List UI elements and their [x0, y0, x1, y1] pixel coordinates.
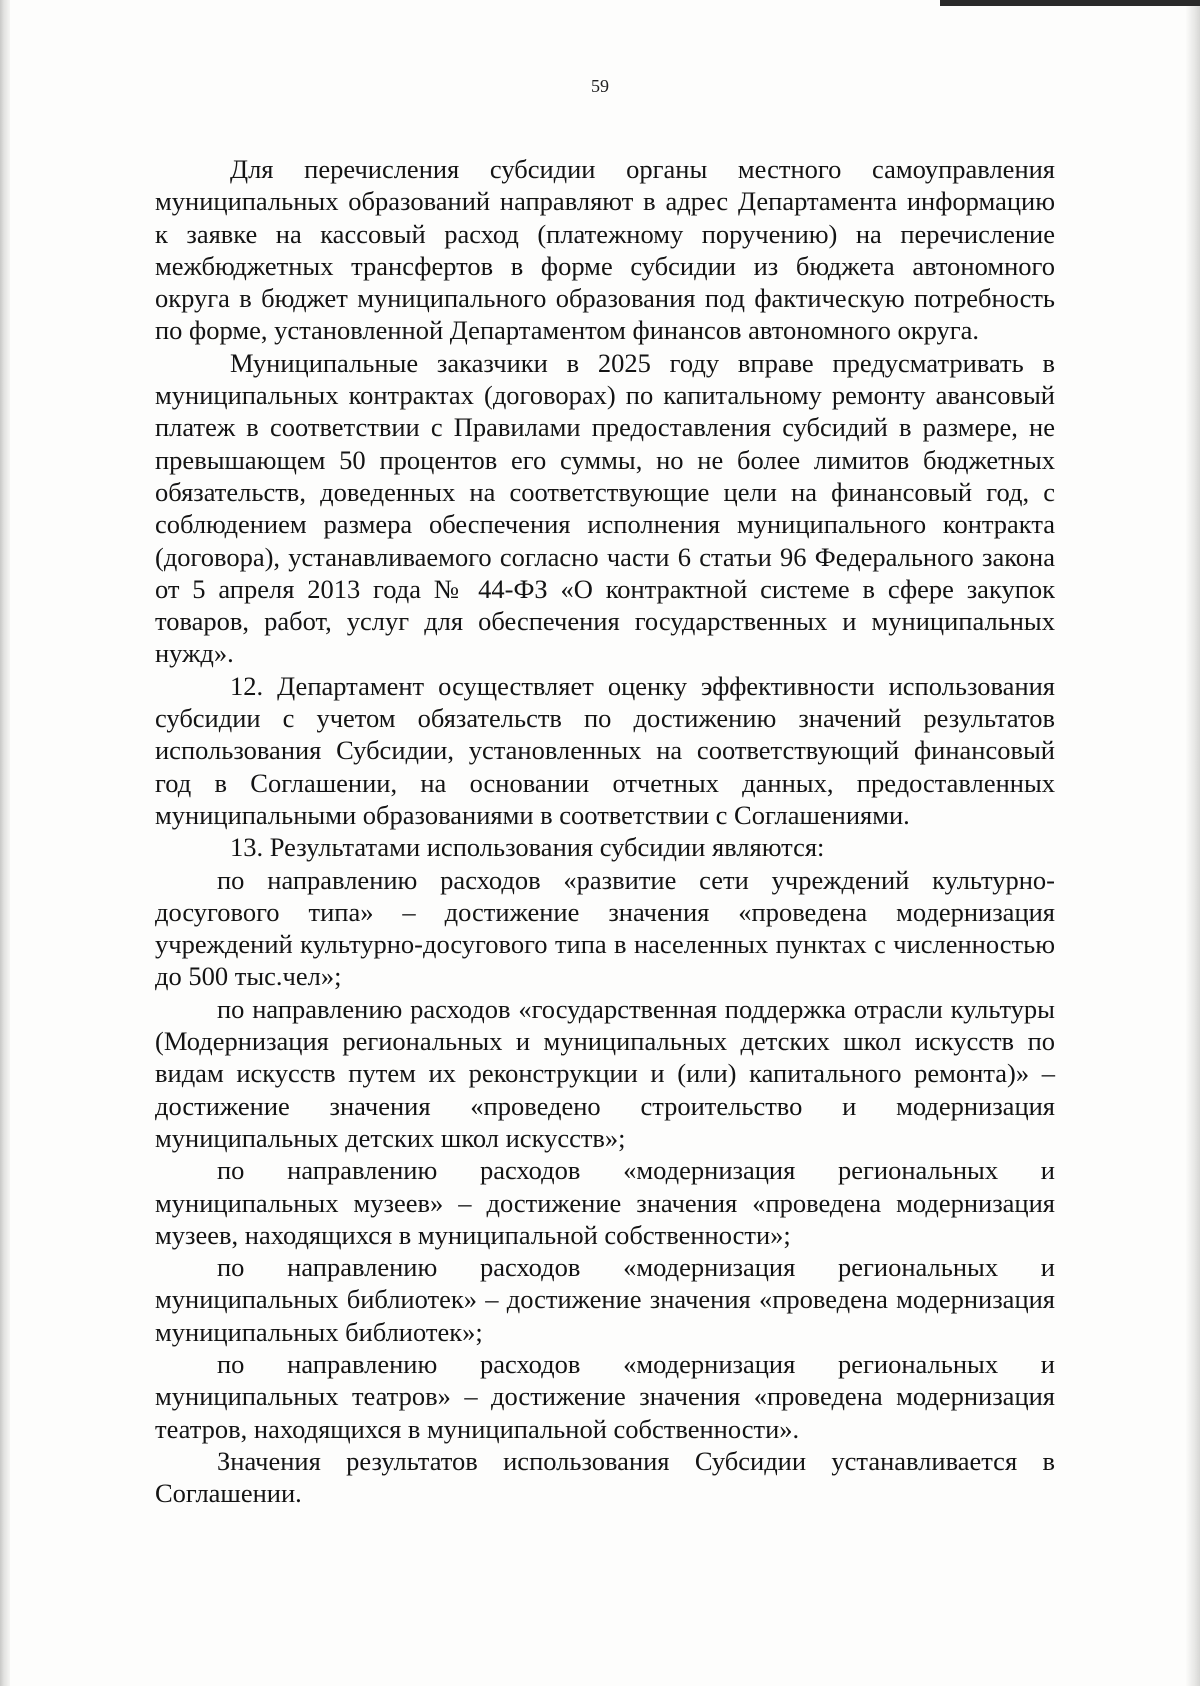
- scan-top-rule: [940, 0, 1200, 6]
- document-body: [155, 153, 1055, 1509]
- paragraph-item-13: 13. Результатами использования субсидии являются:: [230, 832, 825, 863]
- scan-right-edge: [1186, 0, 1200, 1686]
- paragraph-result-art-schools: по направлению расходов «государственная поддержка отрасли культуры (Модернизация региональных и муниципальных детских школ искусств по видам искусств путем их реконструкции и (или) капитального ремонта)» – достижение значения «проведено строительство и модернизация муниципальных детских школ искусств»;: [155, 993, 1055, 1153]
- page-number: 59: [591, 76, 609, 96]
- paragraph-item-12: 12. Департамент осуществляет оценку эффективности использования субсидии с учетом обязательств по достижению значений результатов использования Субсидии, установленных на соответствующий финансовый год в Соглашении, на основании отчетных данных, предоставленных муниципальными образованиями в соответствии с Соглашениями.: [155, 670, 1055, 830]
- paragraph-subsidy-transfer: Для перечисления субсидии органы местного самоуправления муниципальных образований направляют в адрес Департамента информацию к заявке на кассовый расход (платежному поручению) на перечисление межбюджетных трансфертов в форме субсидии из бюджета автономного округа в бюджет муниципального образования под фактическую потребность по форме, установленной Департаментом финансов автономного округа.: [155, 154, 1055, 346]
- paragraph-result-libraries: по направлению расходов «модернизация региональных и муниципальных библиотек» – достижение значения «проведена модернизация муниципальных библиотек»;: [155, 1252, 1055, 1347]
- paragraph-result-culture-leisure: по направлению расходов «развитие сети учреждений культурно-досугового типа» – достижение значения «проведена модернизация учреждений культурно-досугового типа в населенных пунктах с численностью до 500 тыс.чел»;: [155, 864, 1055, 992]
- paragraph-result-museums: по направлению расходов «модернизация региональных и муниципальных музеев» – достижение значения «проведена модернизация музеев, находящихся в муниципальной собственности»;: [155, 1155, 1055, 1250]
- paragraph-advance-payment: Муниципальные заказчики в 2025 году вправе предусматривать в муниципальных контрактах (договорах) по капитальному ремонту авансовый платеж в соответствии с Правилами предоставления субсидий в размере, не превышающем 50 процентов его суммы, но не более лимитов бюджетных обязательств, доведенных на соответствующие цели на финансовый год, с соблюдением размера обеспечения исполнения муниципального контракта (договора), устанавливаемого согласно части 6 статьи 96 Федерального закона от 5 апреля 2013 года № 44-ФЗ «О контрактной системе в сфере закупок товаров, работ, услуг для обеспечения государственных и муниципальных нужд».: [155, 347, 1055, 669]
- paragraph-result-theatres: по направлению расходов «модернизация региональных и муниципальных театров» – достижение значения «проведена модернизация театров, находящихся в муниципальной собственности».: [155, 1348, 1055, 1444]
- scan-left-edge: [0, 0, 10, 1686]
- paragraph-results-agreement: Значения результатов использования Субсидии устанавливается в Соглашении.: [155, 1445, 1055, 1509]
